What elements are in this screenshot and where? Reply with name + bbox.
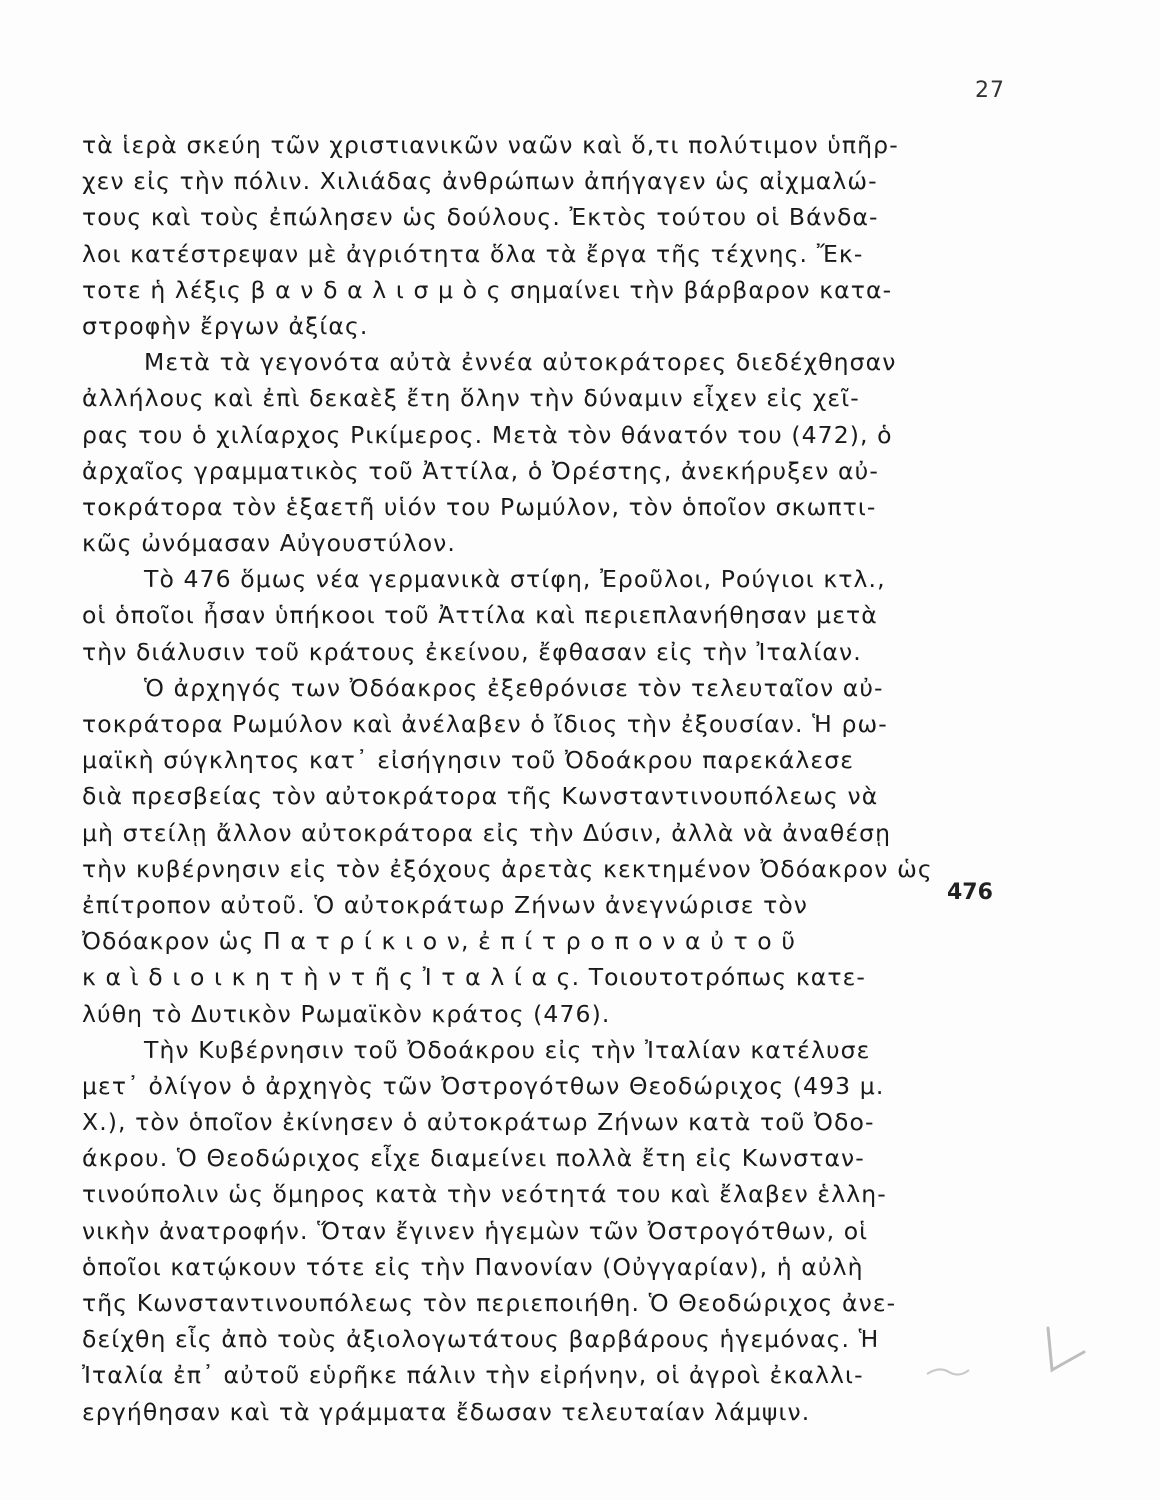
text-line: τοτε ἡ λέξις β α ν δ α λ ι σ μ ὸ ς σημαίνει τὴν βάρβαρον κατα-	[82, 275, 893, 304]
margin-date-note: 476	[947, 880, 993, 905]
pencil-check-mark	[1040, 1322, 1090, 1382]
paragraph-start-line: Ὁ ἀρχηγός των Ὀδόακρος ἐξεθρόνισε τὸν τελευταῖον αὐ-	[144, 673, 884, 702]
text-line: άκρου. Ὁ Θεοδώριχος εἶχε διαμείνει πολλὰ ἔτη εἰς Κωνσταν-	[82, 1144, 865, 1173]
text-line: τῆς Κωνσταντινουπόλεως τὸν περιεποιήθη. Ὁ Θεοδώριχος ἀνε-	[82, 1289, 897, 1317]
text-line: τὴν διάλυσιν τοῦ κράτους ἐκείνου, ἔφθασαν εἰς τὴν Ἰταλίαν.	[82, 637, 862, 666]
text-line: τοκράτορα τὸν ἑξαετῆ υἱόν του Ρωμύλον, τὸν ὁποῖον σκωπτι-	[82, 492, 877, 521]
text-line: ἀρχαῖος γραμματικὸς τοῦ Ἀττίλα, ὁ Ὀρέστης, ἀνεκήρυξεν αὐ-	[82, 456, 879, 485]
text-line: κῶς ὠνόμασαν Αὐγουστύλον.	[82, 529, 456, 558]
text-line: μαϊκὴ σύγκλητος κατ᾽ εἰσήγησιν τοῦ Ὀδοάκρου παρεκάλεσε	[82, 746, 854, 775]
text-line: μὴ στείλῃ ἄλλον αὐτοκράτορα εἰς τὴν Δύσιν, ἀλλὰ νὰ ἀναθέσῃ	[82, 818, 892, 847]
text-line: χεν εἰς τὴν πόλιν. Χιλιάδας ἀνθρώπων ἀπήγαγεν ὡς αἰχμαλώ-	[82, 167, 878, 196]
text-line: Χ.), τὸν ὁποῖον ἐκίνησεν ὁ αὐτοκράτωρ Ζήνων κατὰ τοῦ Ὀδο-	[82, 1108, 875, 1137]
text-line: στροφὴν ἔργων ἀξίας.	[82, 311, 369, 340]
text-line: ρας του ὁ χιλίαρχος Ρικίμερος. Μετὰ τὸν θάνατόν του (472), ὁ	[82, 420, 893, 449]
text-line: τινούπολιν ὡς ὅμηρος κατὰ τὴν νεότητά του καὶ ἔλαβεν ἑλλη-	[82, 1180, 887, 1209]
page-number: 27	[975, 78, 1005, 103]
text-line: λύθη τὸ Δυτικὸν Ρωμαϊκὸν κράτος (476).	[82, 999, 611, 1028]
paragraph-start-line: Μετὰ τὰ γεγονότα αὐτὰ ἐννέα αὐτοκράτορες διεδέχθησαν	[144, 348, 897, 377]
text-line: Ἰταλία ἐπ᾽ αὐτοῦ εὑρῆκε πάλιν τὴν εἰρήνην, οἱ ἀγροὶ ἐκαλλι-	[82, 1361, 864, 1390]
paragraph-start-line: Τὸ 476 ὅμως νέα γερμανικὰ στίφη, Ἐροῦλοι, Ρούγιοι κτλ.,	[144, 565, 886, 594]
text-line: ὁποῖοι κατῴκουν τότε εἰς τὴν Πανονίαν (Οὐγγαρίαν), ἡ αὐλὴ	[82, 1252, 864, 1281]
text-line: κ α ὶ δ ι ο ι κ η τ ὴ ν τ ῆ ς Ἰ τ α λ ί α ς. Τοιουτοτρόπως κατε-	[82, 963, 867, 992]
text-line: εργήθησαν καὶ τὰ γράμματα ἔδωσαν τελευταίαν λάμψιν.	[82, 1397, 811, 1426]
text-line: δείχθη εἷς ἀπὸ τοὺς ἀξιολογωτάτους βαρβάρους ἡγεμόνας. Ἡ	[82, 1325, 880, 1354]
text-line: Ὀδόακρον ὡς Π α τ ρ ί κ ι ο ν, ἐ π ί τ ρ ο π ο ν α ὐ τ ο ῦ	[82, 927, 797, 956]
text-line: τους καὶ τοὺς ἐπώλησεν ὡς δούλους. Ἐκτὸς τούτου οἱ Βάνδα-	[82, 203, 879, 232]
text-line: τὴν κυβέρνησιν εἰς τὸν ἐξόχους ἀρετὰς κεκτημένον Ὀδόακρον ὡς	[82, 854, 933, 883]
paragraph-start-line: Τὴν Κυβέρνησιν τοῦ Ὀδοάκρου εἰς τὴν Ἰταλίαν κατέλυσε	[144, 1035, 871, 1064]
text-line: ἐπίτροπον αὐτοῦ. Ὁ αὐτοκράτωρ Ζήνων ἀνεγνώρισε τὸν	[82, 890, 809, 919]
text-line: διὰ πρεσβείας τὸν αὐτοκράτορα τῆς Κωνσταντινουπόλεως νὰ	[82, 782, 879, 811]
text-line: τὰ ἱερὰ σκεύη τῶν χριστιανικῶν ναῶν καὶ ὅ,τι πολύτιμον ὑπῆρ-	[82, 131, 899, 159]
body-text	[82, 127, 1018, 1430]
text-line: ἀλλήλους καὶ ἐπὶ δεκαὲξ ἔτη ὅλην τὴν δύναμιν εἶχεν εἰς χεῖ-	[82, 384, 860, 413]
text-line: λοι κατέστρεψαν μὲ ἀγριότητα ὅλα τὰ ἔργα τῆς τέχνης. Ἔκ-	[82, 239, 864, 268]
end-flourish-mark	[925, 1362, 971, 1382]
text-line: τοκράτορα Ρωμύλον καὶ ἀνέλαβεν ὁ ἴδιος τὴν ἐξουσίαν. Ἡ ρω-	[82, 710, 888, 738]
text-line: οἱ ὁποῖοι ἦσαν ὑπήκοοι τοῦ Ἀττίλα καὶ περιεπλανήθησαν μετὰ	[82, 601, 878, 630]
text-line: μετ᾽ ὀλίγον ὁ ἀρχηγὸς τῶν Ὀστρογότθων Θεοδώριχος (493 μ.	[82, 1071, 885, 1100]
text-line: νικὴν ἀνατροφήν. Ὅταν ἔγινεν ἡγεμὼν τῶν Ὀστρογότθων, οἱ	[82, 1216, 869, 1245]
